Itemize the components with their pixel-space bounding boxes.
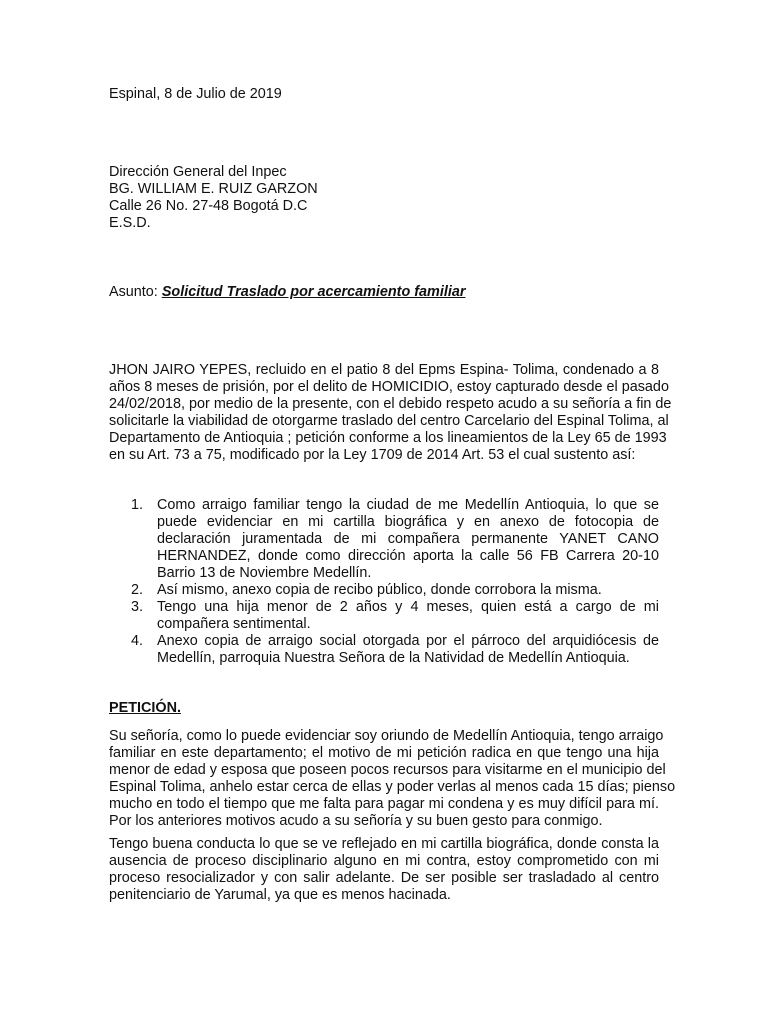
list-item-number: 3. [131,599,144,615]
list-item-number: 1. [131,497,144,513]
conduct-line: proceso resocializador y con salir adelante. De ser posible ser trasladado al centro [109,870,659,886]
numbered-list [109,497,659,667]
petition-line: menor de edad y esposa que poseen pocos recursos para visitarme en el municipio del [109,762,666,778]
list-item-text: Como arraigo familiar tengo la ciudad de me Medellín Antioquia, lo que se puede evidenciar en mi cartilla biográfica y en anexo de fotocopia de declaración juramentada de mi compañera permanente YANET CANO HERNANDEZ, donde como dirección aporta la calle 56 FB Carrera 20-10 Barrio 13 de Noviembre Medellín. [157,497,659,581]
petition-heading: PETICIÓN. [109,700,181,716]
recipient-line-4: E.S.D. [109,215,151,231]
intro-paragraph [109,362,672,464]
list-item-text: Tengo una hija menor de 2 años y 4 meses, quien está a cargo de mi compañera sentimental. [157,599,659,632]
subject-line [109,284,465,301]
recipient-line-3: Calle 26 No. 27-48 Bogotá D.C [109,198,308,214]
intro-line: en su Art. 73 a 75, modificado por la Ley 1709 de 2014 Art. 53 el cual sustento así: [109,447,636,463]
recipient-line-1: Dirección General del Inpec [109,164,287,180]
list-item [109,497,659,582]
conduct-line: ausencia de proceso disciplinario alguno en mi contra, estoy comprometido con mi [109,853,659,869]
intro-line: Departamento de Antioquia ; petición conforme a los lineamientos de la Ley 65 de 1993 [109,430,667,446]
intro-line: 24/02/2018, por medio de la presente, con el debido respeto acudo a su señoría a fin de [109,396,672,412]
subject-title: Solicitud Traslado por acercamiento familiar [161,284,466,300]
recipient-line-2: BG. WILLIAM E. RUIZ GARZON [109,181,318,197]
conduct-line: penitenciario de Yarumal, ya que es menos hacinada. [109,887,451,903]
list-item-number: 4. [131,633,144,649]
subject-label: Asunto: [109,284,162,300]
petition-line: Su señoría, como lo puede evidenciar soy oriundo de Medellín Antioquia, tengo arraigo [109,728,664,744]
intro-line: solicitarle la viabilidad de otorgarme traslado del centro Carcelario del Espinal Tolima, al [109,413,669,429]
conduct-line: Tengo buena conducta lo que se ve reflejado en mi cartilla biográfica, donde consta la [109,836,659,852]
list-item [109,582,659,599]
list-item-text: Así mismo, anexo copia de recibo público, donde corrobora la misma. [157,582,602,598]
petition-paragraph [109,728,676,830]
place-date: Espinal, 8 de Julio de 2019 [109,86,282,102]
petition-line: Espinal Tolima, anhelo estar cerca de ellas y poder verlas al menos cada 15 días; pienso [109,779,676,795]
list-item-text: Anexo copia de arraigo social otorgada por el párroco del arquidiócesis de Medellín, parroquia Nuestra Señora de la Natividad de Medellín Antioquia. [157,633,659,666]
list-item-number: 2. [131,582,144,598]
intro-line: años 8 meses de prisión, por el delito de HOMICIDIO, estoy capturado desde el pasado [109,379,669,395]
list-item [109,633,659,667]
petition-line: mucho en todo el tiempo que me falta para pagar mi condena y es muy difícil para mí. [109,796,659,812]
conduct-paragraph [109,836,659,904]
intro-line: JHON JAIRO YEPES, recluido en el patio 8 del Epms Espina- Tolima, condenado a 8 [109,362,659,378]
petition-line: familiar en este departamento; el motivo de mi petición radica en que tengo una hija [109,745,659,761]
petition-line: Por los anteriores motivos acudo a su señoría y su buen gesto para conmigo. [109,813,603,829]
list-item [109,599,659,633]
